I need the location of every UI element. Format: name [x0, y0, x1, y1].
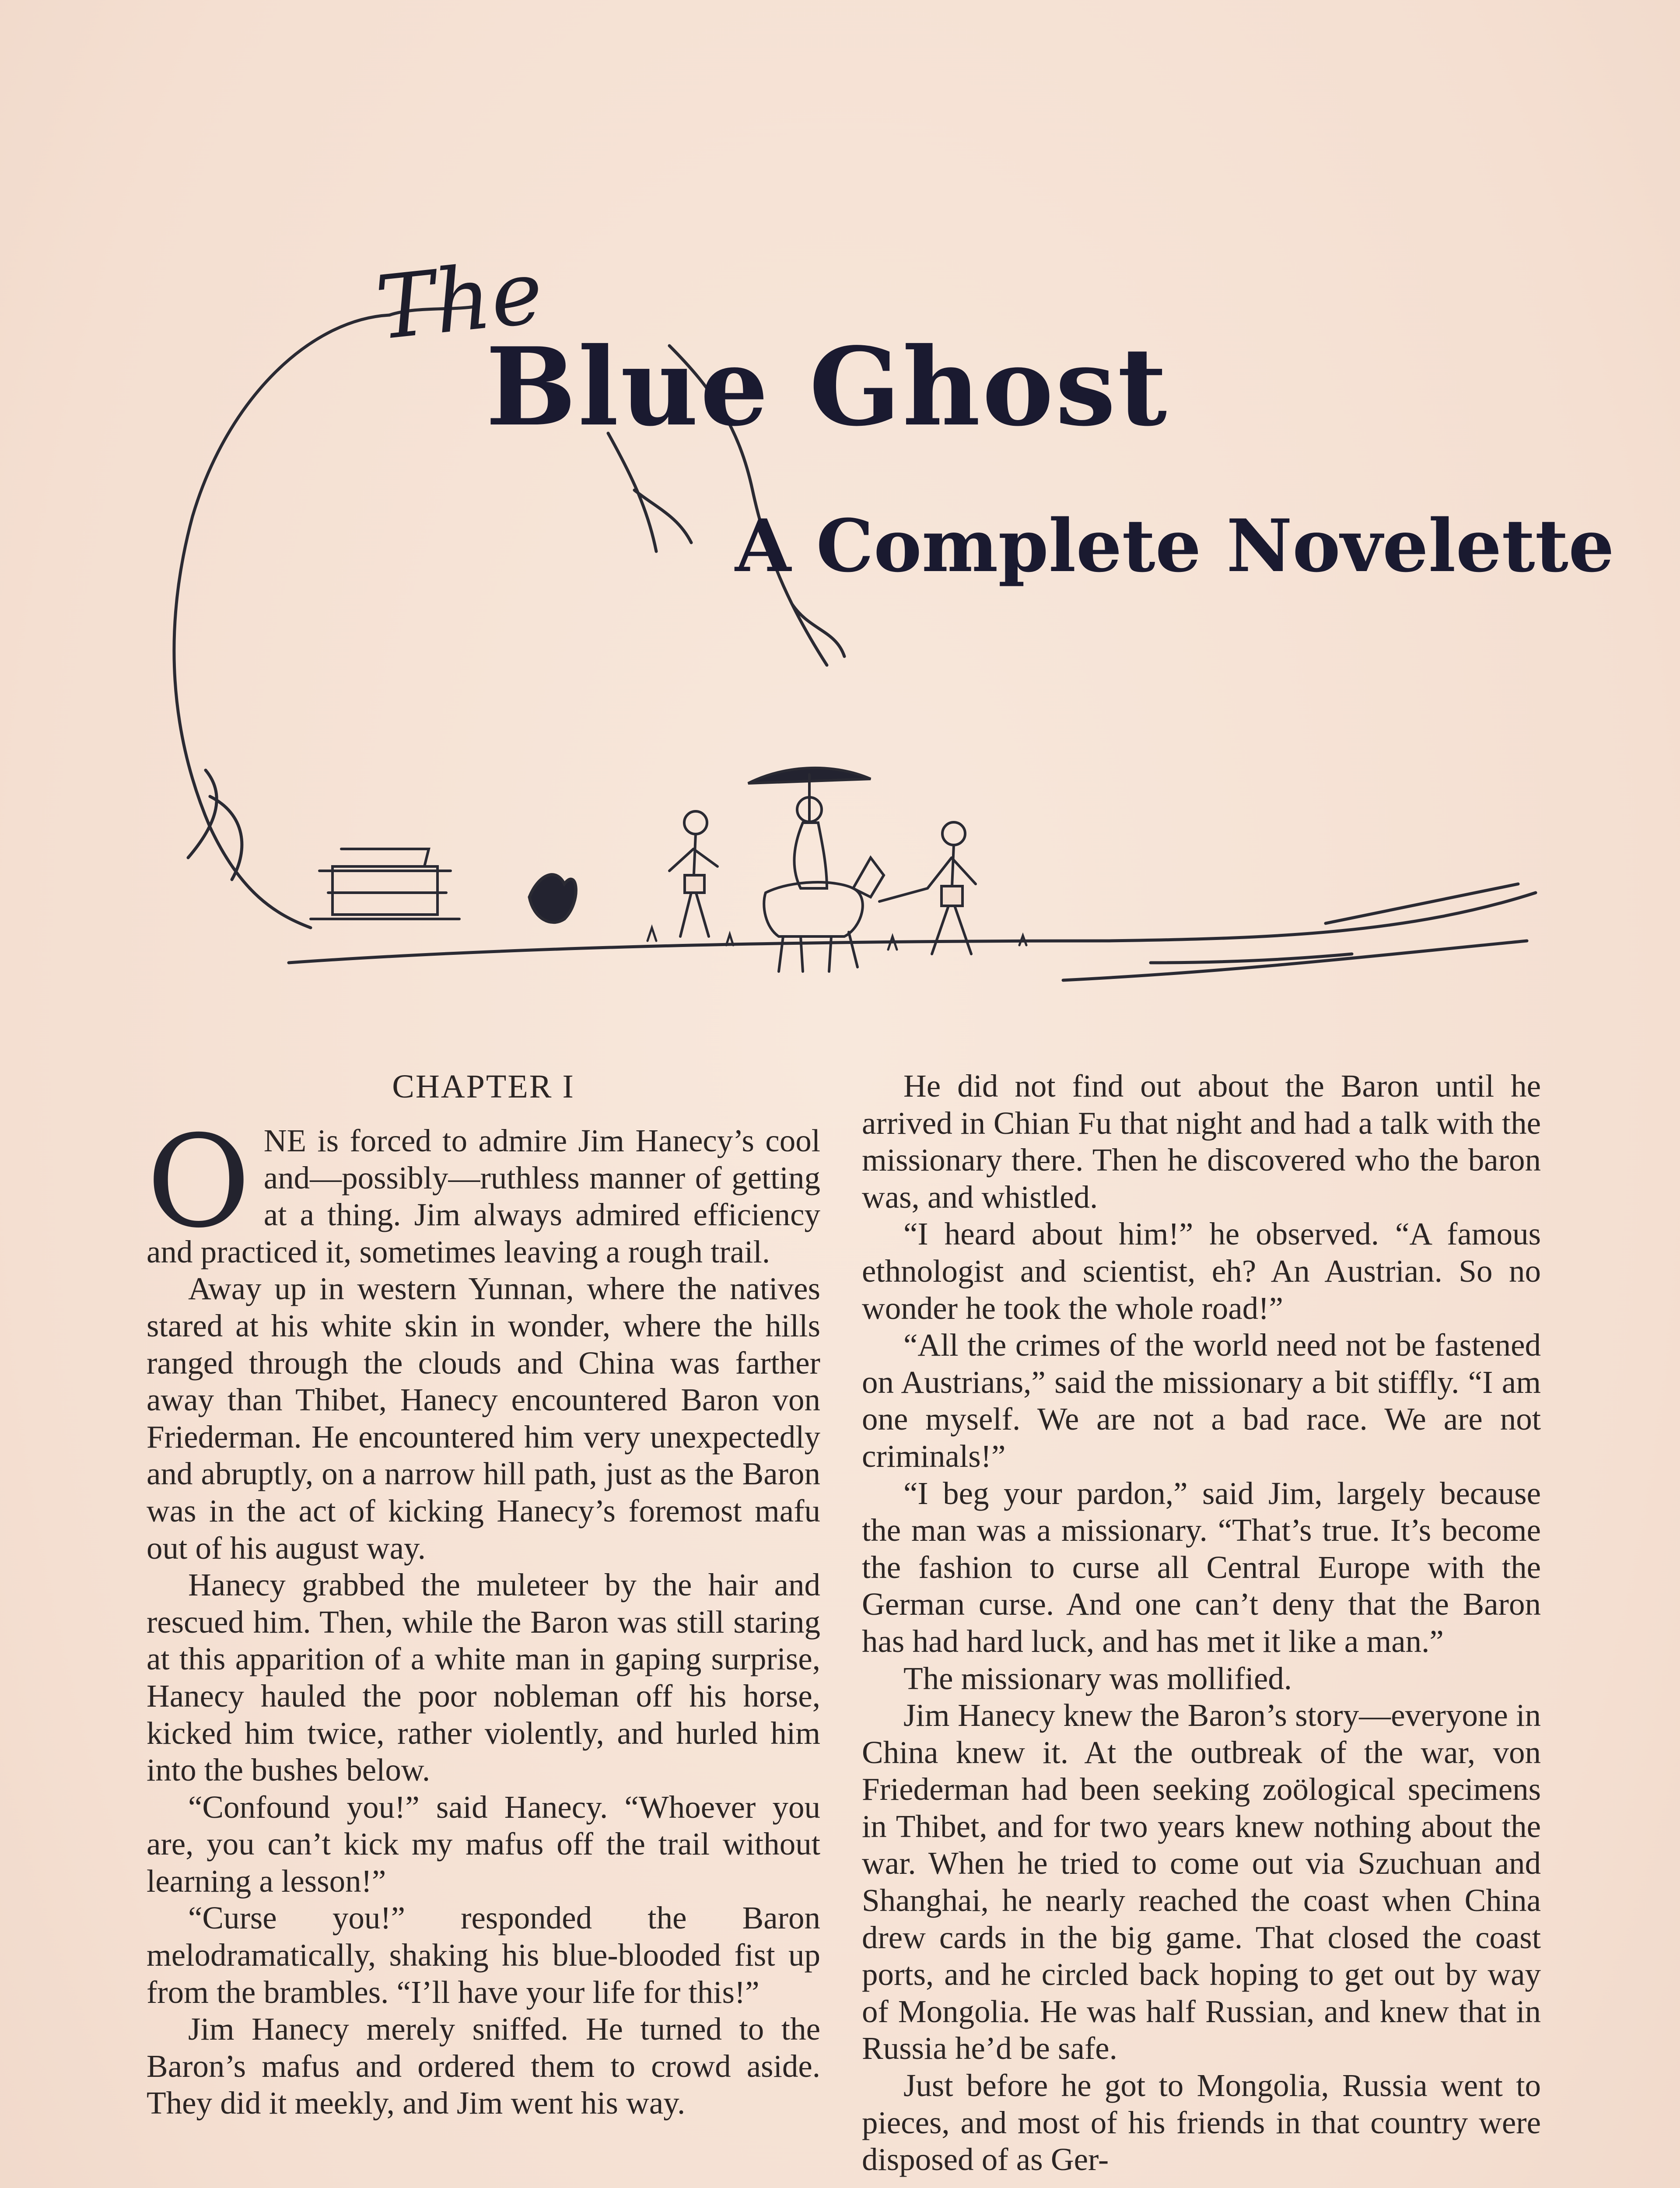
shrub	[529, 875, 576, 922]
right-column	[862, 1068, 1541, 2178]
title-prefix: The	[371, 241, 548, 360]
tree-branch-arc	[174, 315, 389, 928]
paragraph	[147, 1108, 820, 1270]
walking-porter-left	[669, 811, 718, 936]
walking-porter-right	[879, 822, 976, 954]
drop-cap: O	[147, 1108, 251, 1256]
story-title: Blue Ghost	[486, 324, 1169, 450]
paragraph-text: NE is forced to admire Jim Hanecy’s cool and—possibly—ruthless manner of getting at a thing. Jim always admired efficiency and practiced it, sometimes leaving a rough trail.	[147, 1123, 820, 1269]
paragraph: “I beg your pardon,” said Jim, largely because the man was a missionary. “That’s true. It’s become the fashion to curse all Central Europe with the German curse. And one can’t deny that the Baron has had hard luck, and has met it like a man.”	[862, 1475, 1541, 1659]
paragraph: Away up in western Yunnan, where the natives stared at his white skin in wonder, where the hills ranged through the clouds and China was farther away than Thibet, Hanecy encountered Baron von Friederman. He encountered him very unexpectedly and abruptly, on a narrow hill path, just as the Baron was in the act of kicking Hanecy’s foremost mafu out of his august way.	[147, 1271, 820, 1566]
paragraph: The missionary was mollified.	[903, 1660, 1292, 1696]
story-subtitle: A Complete Novelette	[735, 503, 1614, 588]
ground-line-3	[1326, 884, 1518, 923]
paragraph: He did not find out about the Baron until he arrived in Chian Fu that night and had a talk with the missionary there. Then he discovered who the baron was, and whistled.	[862, 1068, 1541, 1215]
ground-line-1	[289, 893, 1536, 963]
hanging-vine-2	[608, 433, 691, 551]
paragraph: “Confound you!” said Hanecy. “Whoever you are, you can’t kick my mafus off the trail without learning a lesson!”	[147, 1789, 820, 1899]
paragraph: Jim Hanecy knew the Baron’s story—everyone in China knew it. At the outbreak of the war, von Friederman had been seeking zoölogical specimens in Thibet, and for two years knew nothing about the war. When he tried to come out via Szuchuan and Shanghai, he nearly reached the coast when China drew cards in the big game. That closed the coast ports, and he circled back hoping to get out by way of Mongolia. He was half Russian, and knew that in Russia he’d be safe.	[862, 1697, 1541, 2066]
paragraph: “Curse you!” responded the Baron melodramatically, shaking his blue-blooded fist up from the brambles. “I’ll have your life for this!”	[147, 1900, 820, 2010]
ground-line-2	[1063, 941, 1527, 980]
chapter-heading: CHAPTER I	[392, 1068, 575, 1105]
paragraph: Just before he got to Mongolia, Russia went to pieces, and most of his friends in that country were disposed of as Ger-	[862, 2068, 1541, 2177]
paragraph: “I heard about him!” he observed. “A famous ethnologist and scientist, eh? An Austrian. So no wonder he took the whole road!”	[862, 1216, 1541, 1326]
paragraph: “All the crimes of the world need not be fastened on Austrians,” said the missionary a bit stiffly. “I am one myself. We are not a bad race. We are not criminals!”	[862, 1327, 1541, 1474]
temple-building	[332, 866, 438, 915]
left-column	[147, 1108, 820, 2122]
paragraph: Jim Hanecy merely sniffed. He turned to the Baron’s mafus and ordered them to crowd aside. They did it meekly, and Jim went his way.	[147, 2011, 820, 2121]
paragraph: Hanecy grabbed the muleteer by the hair and rescued him. Then, while the Baron was still staring at this apparition of a white man in gaping surprise, Hanecy hauled the poor nobleman off his horse, kicked him twice, rather violently, and hurled him into the bushes below.	[147, 1567, 820, 1788]
